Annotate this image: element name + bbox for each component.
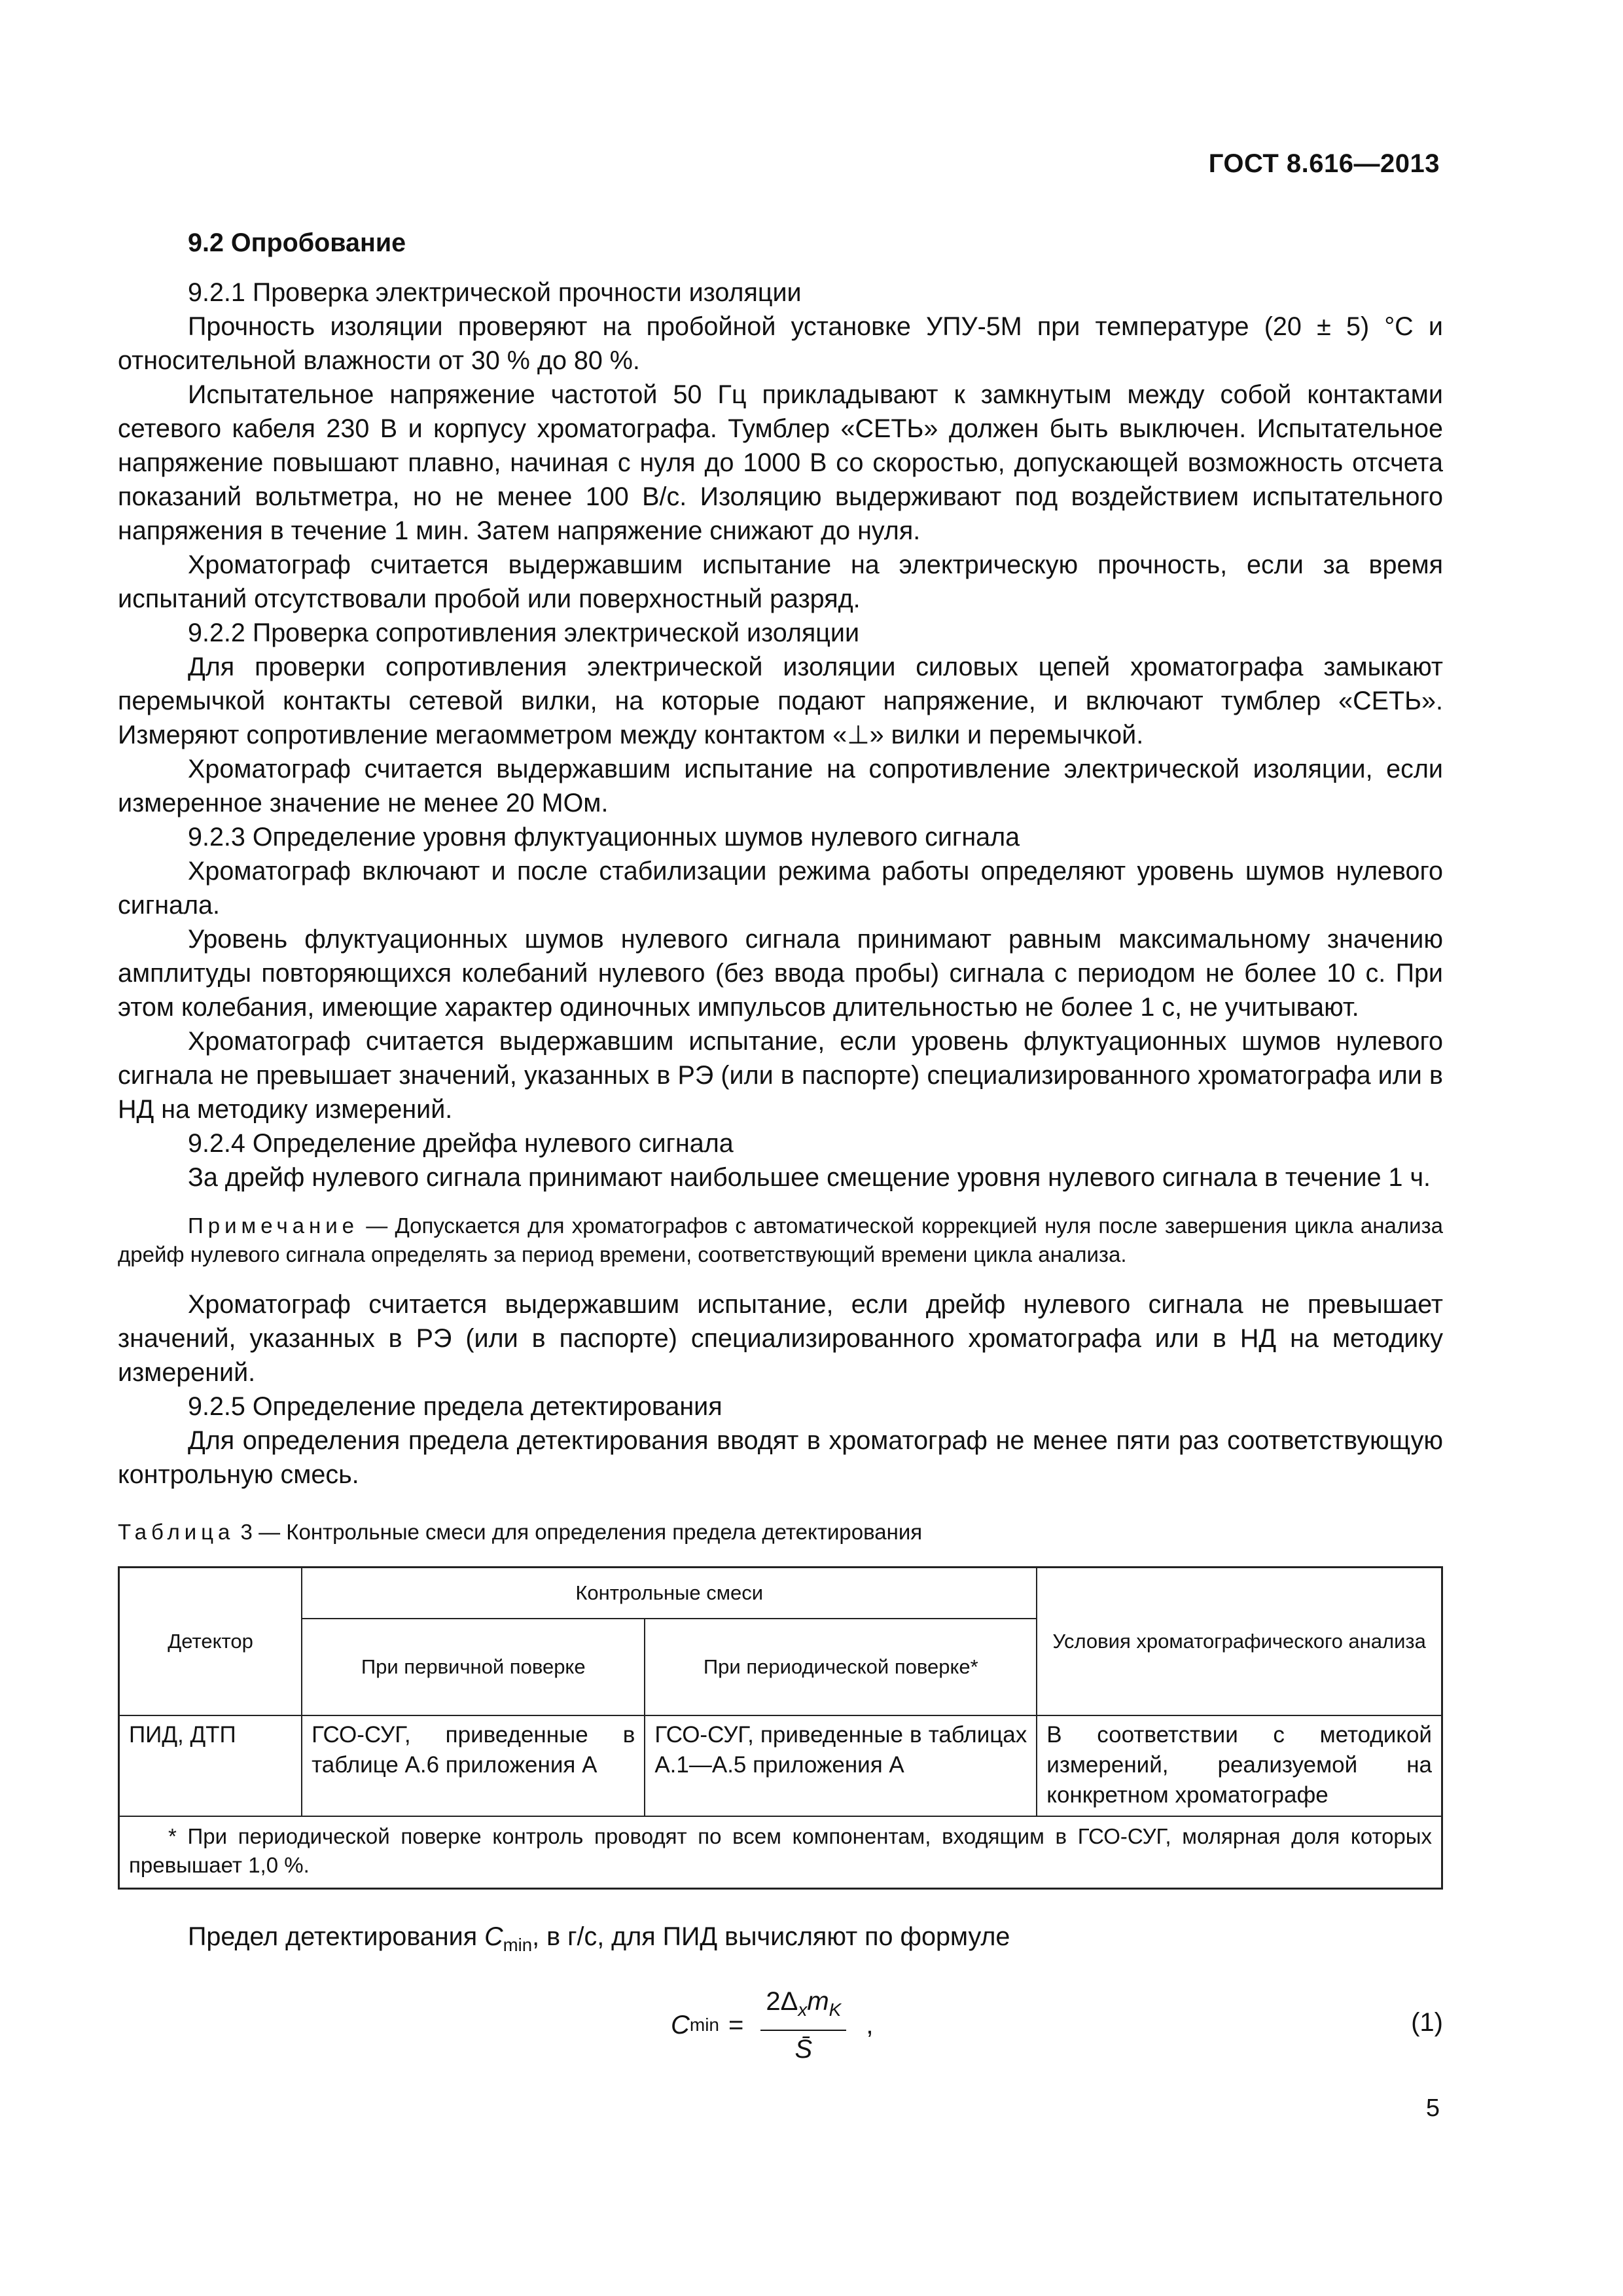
paragraph: Уровень флуктуационных шумов нулевого сигнала принимают равным максимальному значению амплитуды повторяющихся колебаний нулевого (без ввода пробы) сигнала с периодом не более 10 с. При этом колебания, имеющие характер одиночных импульсов длительностью не более 1 с, не учитывают. xyxy=(118,925,1443,1022)
paragraph: Испытательное напряжение частотой 50 Гц прикладывают к замкнутым между собой контактами сетевого кабеля 230 В и корпусу хроматографа. Тумблер «СЕТЬ» должен быть выключен. Испытательное напряжение повышают плавно, начиная с нуля до 1000 В со скоростью, допускающей возможность отсчета показаний вольтметра, но не менее 100 В/с. Изоляцию выдерживают под воздействием испытательного напряжения в течение 1 мин. Затем напряжение снижают до нуля. xyxy=(118,380,1443,545)
paragraph: Хроматограф считается выдержавшим испытание на сопротивление электрической изоляции, если измеренное значение не менее 20 МОм. xyxy=(118,755,1443,817)
paragraph: Для проверки сопротивления электрической изоляции силовых цепей хроматографа замыкают перемычкой контакты сетевой вилки, на которые подают напряжение, и включают тумблер «СЕТЬ». Измеряют сопротивление мегаомметром между контактом «⊥» вилки и перемычкой. xyxy=(118,653,1443,749)
formula-equals: = xyxy=(728,2011,744,2040)
paragraph: Прочность изоляции проверяют на пробойной установке УПУ-5М при температуре (20 ± 5) °С и относительной влажности от 30 % до 80 %. xyxy=(118,312,1443,375)
subsection-heading-9-2-1: 9.2.1 Проверка электрической прочности изоляции xyxy=(188,278,802,307)
table-footnote-row xyxy=(119,1816,1442,1889)
table-row xyxy=(119,1715,1442,1816)
section-title: 9.2 Опробование xyxy=(188,228,406,257)
cell-primary: ГСО-СУГ, приведенные в таблице А.6 приложения А xyxy=(302,1715,645,1816)
formula-intro: Предел детектирования $C_{min}$, в г/с, для ПИД вычисляют по формуле xyxy=(188,1922,1010,1955)
formula-fraction xyxy=(760,1984,846,2066)
paragraph: Хроматограф считается выдержавшим испытание, если дрейф нулевого сигнала не превышает значений, указанных в РЭ (или в паспорте) специализированного хроматографа или в НД на методику измерений. xyxy=(118,1290,1443,1387)
paragraph: За дрейф нулевого сигнала принимают наибольшее смещение уровня нулевого сигнала в течение 1 ч. xyxy=(188,1163,1431,1192)
subsection-heading-9-2-2: 9.2.2 Проверка сопротивления электрической изоляции xyxy=(188,619,860,647)
header-analysis-conditions: Условия хроматографического анализа xyxy=(1037,1568,1442,1716)
formula-1 xyxy=(671,1984,873,2066)
subsection-heading-9-2-4: 9.2.4 Определение дрейфа нулевого сигнала xyxy=(188,1129,734,1158)
page-number: 5 xyxy=(1425,2094,1440,2122)
control-mixtures-table xyxy=(118,1566,1443,1890)
page-content xyxy=(118,226,1443,2076)
formula-lhs: C xyxy=(671,2011,690,2040)
note xyxy=(118,1211,1443,1269)
note-text: — Допускается для хроматографов с автоматической коррекцией нуля после завершения цикла анализа дрейф нулевого сигнала определять за период времени, соответствующий времени цикла анализа. xyxy=(118,1213,1443,1266)
symbol-c: C xyxy=(484,1922,503,1951)
header-periodic-verification: При периодической поверке* xyxy=(645,1619,1037,1715)
header-detector: Детектор xyxy=(119,1568,302,1716)
paragraph: Хроматограф считается выдержавшим испытание, если уровень флуктуационных шумов нулевого сигнала не превышает значений, указанных в РЭ (или в паспорте) специализированного хроматографа или в НД на методику измерений. xyxy=(118,1027,1443,1124)
table-caption-text: 3 — Контрольные смеси для определения предела детектирования xyxy=(234,1520,923,1544)
table-caption-label: Таблица xyxy=(118,1520,235,1544)
header-control-mixtures: Контрольные смеси xyxy=(302,1568,1037,1619)
subsection-heading-9-2-5: 9.2.5 Определение предела детектирования xyxy=(188,1392,722,1421)
header-primary-verification: При первичной поверке xyxy=(302,1619,645,1715)
subsection-heading-9-2-3: 9.2.3 Определение уровня флуктуационных шумов нулевого сигнала xyxy=(188,823,1020,852)
table-header-row xyxy=(119,1568,1442,1619)
cell-detector: ПИД, ДТП xyxy=(119,1715,302,1816)
paragraph: Для определения предела детектирования вводят в хроматограф не менее пяти раз соответствующую контрольную смесь. xyxy=(118,1426,1443,1489)
cell-conditions: В соответствии с методикой измерений, реализуемой на конкретном хроматографе xyxy=(1037,1715,1442,1816)
equation-number: (1) xyxy=(1411,2007,1443,2037)
table-footnote: * При периодической поверке контроль проводят по всем компонентам, входящим в ГСО-СУГ, молярная доля которых превышает 1,0 %. xyxy=(119,1816,1442,1889)
formula-lhs-sub: min xyxy=(689,2015,720,2036)
formula-row xyxy=(118,1978,1443,2076)
cell-periodic: ГСО-СУГ, приведенные в таблицах А.1—А.5 приложения А xyxy=(645,1715,1037,1816)
paragraph: Хроматограф считается выдержавшим испытание на электрическую прочность, если за время испытаний отсутствовали пробой или поверхностный разряд. xyxy=(118,550,1443,613)
table-caption xyxy=(118,1518,1443,1547)
note-label: Примечание xyxy=(188,1213,359,1238)
formula-numerator: $2\Delta_xm_K$ xyxy=(760,1984,846,2031)
document-header-standard: ГОСТ 8.616—2013 xyxy=(1208,149,1440,178)
formula-comma: , xyxy=(866,2011,874,2040)
symbol-sub-min: min xyxy=(503,1934,533,1955)
formula-denominator: S̄ xyxy=(794,2034,813,2064)
paragraph: Хроматограф включают и после стабилизации режима работы определяют уровень шумов нулевого сигнала. xyxy=(118,857,1443,920)
